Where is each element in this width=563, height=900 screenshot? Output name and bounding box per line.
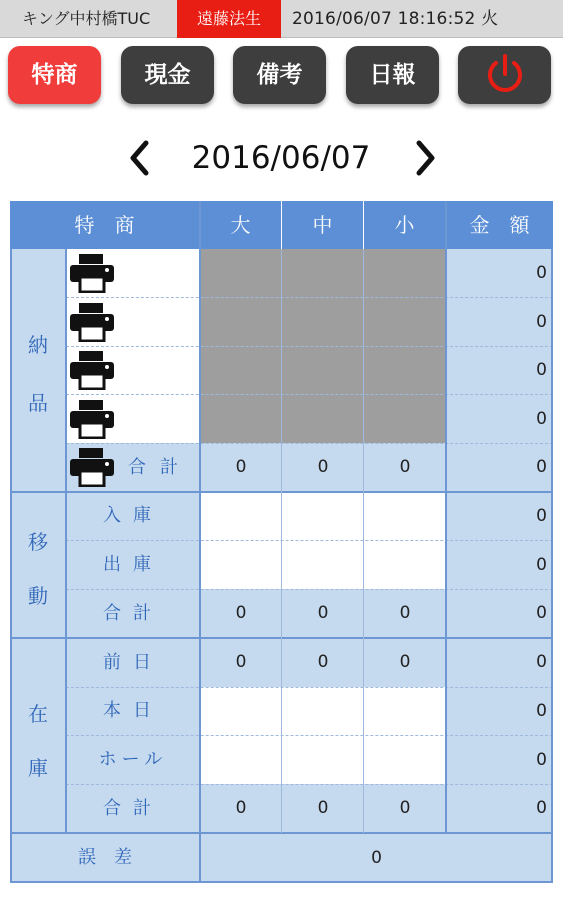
current-datetime: 2016/06/07 18:16:52 火: [292, 9, 499, 29]
zaiko-prev-medium: 0: [317, 652, 329, 672]
ido-in-label: 入庫: [66, 492, 200, 540]
printer-icon[interactable]: [68, 350, 116, 390]
chevron-right-icon[interactable]: [409, 138, 441, 178]
header-small: 小: [364, 201, 446, 249]
staff-name: 遠藤法生: [177, 0, 281, 38]
tokusho-table: [10, 201, 553, 883]
section-zaiko-char-1: 在: [28, 702, 48, 726]
section-ido-char-1: 移: [28, 530, 48, 554]
genkin-button[interactable]: 現金: [121, 46, 214, 104]
section-nohin: [10, 249, 66, 492]
section-zaiko: [10, 638, 66, 833]
current-date: 2016/06/07: [191, 140, 371, 176]
printer-icon[interactable]: [68, 253, 116, 293]
zaiko-prev-small: 0: [399, 652, 411, 672]
ido-out-label: 出庫: [66, 541, 200, 589]
biko-button[interactable]: 備考: [233, 46, 326, 104]
header-large: 大: [200, 201, 282, 249]
ido-total-medium: 0: [317, 603, 329, 623]
zaiko-prev-label: 前日: [66, 638, 200, 687]
gosa-label: 誤 差: [10, 833, 200, 883]
ido-total-large: 0: [235, 603, 247, 623]
ido-total-small: 0: [399, 603, 411, 623]
printer-icon[interactable]: [68, 447, 116, 487]
ido-total-amount: 0: [536, 603, 547, 623]
header-amount: 金 額: [446, 201, 553, 249]
nohin-total-medium: 0: [317, 457, 329, 477]
zaiko-prev-amount: 0: [536, 652, 547, 672]
nohin-amount-1: 0: [536, 263, 547, 283]
nippo-button[interactable]: 日報: [346, 46, 439, 104]
header-medium: 中: [282, 201, 364, 249]
ido-total-label: 合計: [66, 589, 200, 638]
status-bar: [0, 0, 563, 38]
nohin-amount-4: 0: [536, 409, 547, 429]
zaiko-total-large: 0: [235, 798, 247, 818]
section-nohin-char-2: 品: [28, 391, 48, 415]
zaiko-today-amount: 0: [536, 701, 547, 721]
zaiko-total-medium: 0: [317, 798, 329, 818]
ido-out-amount: 0: [536, 555, 547, 575]
power-icon: [482, 52, 528, 98]
date-navigator: [0, 132, 563, 184]
nohin-amount-3: 0: [536, 360, 547, 380]
printer-icon[interactable]: [68, 399, 116, 439]
nohin-amount-2: 0: [536, 312, 547, 332]
zaiko-prev-large: 0: [235, 652, 247, 672]
section-nohin-char-1: 納: [28, 333, 48, 357]
section-zaiko-char-2: 庫: [28, 756, 48, 780]
zaiko-hall-amount: 0: [536, 750, 547, 770]
header-item: 特 商: [10, 201, 200, 249]
printer-icon[interactable]: [68, 302, 116, 342]
power-button[interactable]: [458, 46, 551, 104]
nohin-total-amount: 0: [536, 457, 547, 477]
section-ido: [10, 492, 66, 638]
section-ido-char-2: 動: [28, 584, 48, 608]
chevron-left-icon[interactable]: [124, 138, 156, 178]
zaiko-total-small: 0: [399, 798, 411, 818]
shop-name: キング中村橋TUC: [22, 9, 151, 28]
zaiko-hall-label: ホール: [66, 736, 200, 784]
zaiko-total-label: 合計: [66, 784, 200, 833]
gosa-value: 0: [371, 848, 382, 868]
tokusho-button[interactable]: 特商: [8, 46, 101, 104]
zaiko-total-amount: 0: [536, 798, 547, 818]
nohin-total-small: 0: [399, 457, 411, 477]
nohin-total-large: 0: [235, 457, 247, 477]
zaiko-today-label: 本日: [66, 687, 200, 735]
ido-in-amount: 0: [536, 506, 547, 526]
nohin-total-label: 合計: [120, 443, 200, 492]
